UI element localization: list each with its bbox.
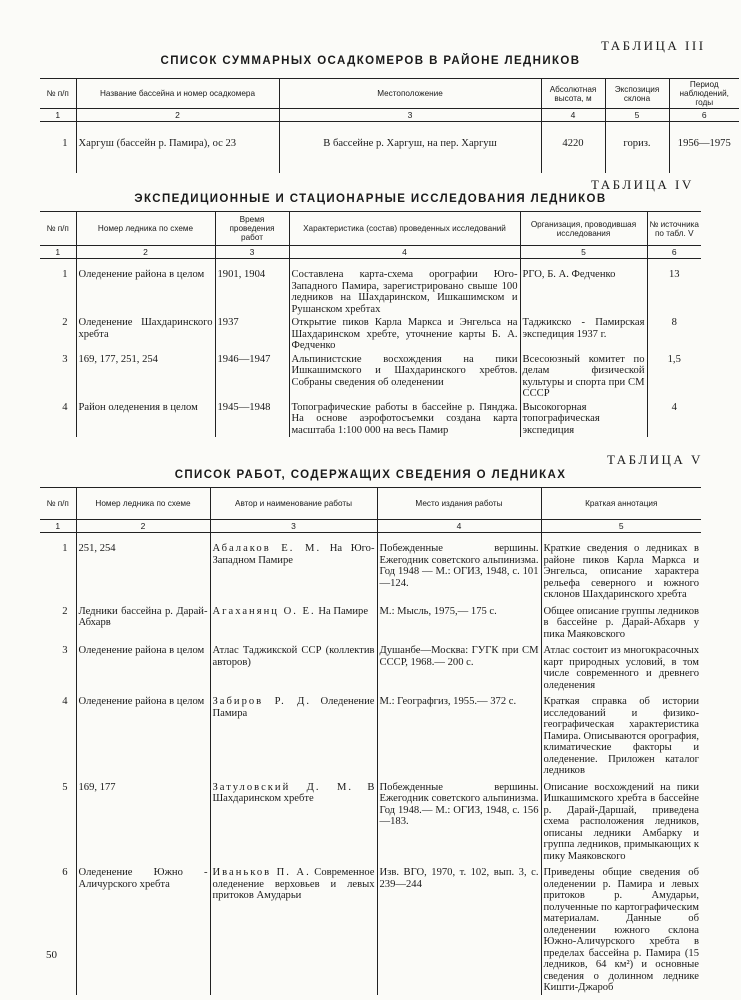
table3-header: Период наблюдений, годы: [669, 79, 739, 109]
table-row: [40, 122, 739, 174]
table3-header: Название бассейна и номер осадкомера: [76, 79, 279, 109]
cell-glacier: 169, 177, 251, 254: [76, 353, 215, 401]
table-row: [40, 863, 701, 995]
cell-publication: М.: Географгиз, 1955.— 372 с.: [377, 692, 541, 778]
cell-basin: Харгуш (бассейн р. Памира), ос 23: [76, 122, 279, 174]
cell-author-work: [210, 863, 377, 995]
cell-number: 6: [40, 863, 76, 995]
cell-number: 2: [40, 316, 76, 353]
cell-source: 13: [647, 259, 701, 317]
table3-header: № п/п: [40, 79, 76, 109]
cell-author-work: [210, 602, 377, 642]
table3-header-row: [40, 79, 739, 109]
table5-colnum: 1: [40, 520, 76, 533]
table3-colnum: 5: [605, 109, 669, 122]
table4-header: № источника по табл. V: [647, 212, 701, 246]
cell-exposure: гориз.: [605, 122, 669, 174]
cell-description: Открытие пиков Карла Маркса и Энгельса на Шахдаринском хребте, уточнение карты Б. А. Федченко: [289, 316, 520, 353]
table5-label: ТАБЛИЦА V: [607, 452, 703, 467]
table-row: [40, 316, 701, 353]
work-title: Оледенение Памира: [212, 696, 375, 719]
author-name: Абалаков Е. М.: [212, 543, 322, 554]
table3-colnum: 4: [541, 109, 605, 122]
table-row: [40, 641, 701, 692]
table4: [40, 211, 701, 437]
cell-location: В бассейне р. Харгуш, на пер. Харгуш: [279, 122, 541, 174]
cell-time: 1937: [215, 316, 289, 353]
cell-number: 4: [40, 401, 76, 438]
table4-colnum: 5: [520, 246, 647, 259]
cell-source: 8: [647, 316, 701, 353]
author-name: Забиров Р. Д.: [212, 696, 312, 707]
table5-header: Автор и наименование работы: [210, 488, 377, 520]
table4-header: Характеристика (состав) проведенных исследований: [289, 212, 520, 246]
table3-colnum: 3: [279, 109, 541, 122]
cell-number: 1: [40, 533, 76, 602]
table4-header: Время проведения работ: [215, 212, 289, 246]
cell-number: 4: [40, 692, 76, 778]
table3-label: ТАБЛИЦА III: [601, 38, 706, 53]
cell-annotation: Краткие сведения о ледниках в районе пиков Карла Маркса и Энгельса, описание характера рельефа северного и южного склонов Шахдаринского хребта: [541, 533, 701, 602]
table3-colnum: 6: [669, 109, 739, 122]
cell-time: 1945—1948: [215, 401, 289, 438]
table-row: [40, 259, 701, 317]
cell-organization: Всесоюзный комитет по делам физической культуры и спорта при СМ СССР: [520, 353, 647, 401]
cell-time: 1946—1947: [215, 353, 289, 401]
table-row: [40, 692, 701, 778]
cell-annotation: Описание восхождений на пики Ишкашимского хребта в бассейне р. Дарай-Даршай, приведена схема расположения ледников, описаны ледники Амбарку и группа ледников, примыкающих к пику Маяковского: [541, 778, 701, 864]
cell-organization: РГО, Б. А. Федченко: [520, 259, 647, 317]
cell-description: Топографические работы в бассейне р. Пянджа. На основе аэрофотосъемки создана карта масштаба 1:100 000 на весь Памир: [289, 401, 520, 438]
table5-colnum: 4: [377, 520, 541, 533]
cell-glacier: Район оледенения в целом: [76, 401, 215, 438]
table-row: [40, 401, 701, 438]
cell-glacier: Оледенение района в целом: [76, 692, 210, 778]
table4-colnum: 3: [215, 246, 289, 259]
table4-colnum: 2: [76, 246, 215, 259]
work-title: На Юго-Западном Памире: [212, 543, 375, 566]
table4-label: ТАБЛИЦА IV: [591, 177, 694, 192]
cell-organization: Высокогорная топографическая экспедиция: [520, 401, 647, 438]
cell-author-work: [210, 533, 377, 602]
cell-glacier: Оледенение Южно - Аличурского хребта: [76, 863, 210, 995]
cell-source: 1,5: [647, 353, 701, 401]
cell-annotation: Атлас состоит из многокрасочных карт природных условий, в том числе современного и древнего оледенения: [541, 641, 701, 692]
table5: [40, 487, 701, 995]
work-title: Атлас Таджикской ССР (коллектив авторов): [212, 645, 375, 668]
cell-description: Составлена карта-схема орографии Юго-Западного Памира, зарегистрировано свыше 100 ледников на Шахдаринском, Ишкашимском и Рушанском хребтах: [289, 259, 520, 317]
table-row: [40, 778, 701, 864]
cell-time: 1901, 1904: [215, 259, 289, 317]
table5-header: Краткая аннотация: [541, 488, 701, 520]
cell-annotation: Общее описание группы ледников в бассейне р. Дарай-Абхарв у пика Маяковского: [541, 602, 701, 642]
cell-number: 5: [40, 778, 76, 864]
cell-description: Альпинистские восхождения на пики Ишкашимского и Шахдаринского хребтов. Собраны сведения об оледенении: [289, 353, 520, 401]
table5-header: Место издания работы: [377, 488, 541, 520]
table5-header: № п/п: [40, 488, 76, 520]
table4-header: Номер ледника по схеме: [76, 212, 215, 246]
table-row: [40, 533, 701, 602]
cell-glacier: Оледенение района в целом: [76, 641, 210, 692]
table4-header: Организация, проводившая исследования: [520, 212, 647, 246]
table-row: [40, 353, 701, 401]
table4-header-row: [40, 212, 701, 246]
cell-glacier: Оледенение Шахдаринского хребта: [76, 316, 215, 353]
work-title: Современное оледенение верховьев и левых притоков Амударьи: [212, 867, 375, 901]
table5-colnum: 2: [76, 520, 210, 533]
cell-glacier: 251, 254: [76, 533, 210, 602]
table3-colnum: 1: [40, 109, 76, 122]
table3-header: Абсолютная высота, м: [541, 79, 605, 109]
cell-number: 2: [40, 602, 76, 642]
cell-author-work: [210, 641, 377, 692]
table5-header: Номер ледника по схеме: [76, 488, 210, 520]
cell-glacier: Ледники бассейна р. Дарай-Абхарв: [76, 602, 210, 642]
cell-annotation: Приведены общие сведения об оледенении р. Памира и левых притоков р. Амударьи, полученные по картографическим материалам. Данные об оледенении южного склона Южно-Аличурского хребта в пределах бассейна р. Памира (15 ледников, 64 км²) и основные сведения о долинном леднике Кишти-Джароб: [541, 863, 701, 995]
cell-publication: Побежденные вершины. Ежегодник советского альпинизма. Год 1948 — М.: ОГИЗ, 1948, с. 101—124.: [377, 533, 541, 602]
table-row: [40, 602, 701, 642]
table3: [40, 78, 739, 173]
table3-title: СПИСОК СУММАРНЫХ ОСАДКОМЕРОВ В РАЙОНЕ ЛЕДНИКОВ: [160, 55, 581, 67]
cell-period: 1956—1975: [669, 122, 739, 174]
author-name: Агаханянц О. Е.: [212, 605, 316, 617]
table3-header: Экспозиция склона: [605, 79, 669, 109]
table5-colnum-row: [40, 520, 701, 533]
table4-colnum-row: [40, 246, 701, 259]
cell-publication: Душанбе—Москва: ГУГК при СМ СССР, 1968.— 200 с.: [377, 641, 541, 692]
cell-glacier: 169, 177: [76, 778, 210, 864]
work-title: На Памире: [318, 605, 369, 617]
cell-publication: М.: Мысль, 1975,— 175 с.: [377, 602, 541, 642]
cell-number: 1: [40, 259, 76, 317]
cell-number: 3: [40, 641, 76, 692]
table3-header: Местоположение: [279, 79, 541, 109]
table4-colnum: 1: [40, 246, 76, 259]
author-name: Затуловский Д. М.: [212, 781, 354, 793]
cell-number: 1: [40, 122, 76, 174]
cell-source: 4: [647, 401, 701, 438]
table5-header-row: [40, 488, 701, 520]
table4-colnum: 4: [289, 246, 520, 259]
table4-title: ЭКСПЕДИЦИОННЫЕ И СТАЦИОНАРНЫЕ ИССЛЕДОВАНИЯ ЛЕДНИКОВ: [134, 193, 607, 205]
table4-colnum: 6: [647, 246, 701, 259]
cell-organization: Таджикско - Памирская экспедиция 1937 г.: [520, 316, 647, 353]
table5-colnum: 5: [541, 520, 701, 533]
page-number: 50: [46, 949, 57, 961]
cell-publication: Изв. ВГО, 1970, т. 102, вып. 3, с. 239—244: [377, 863, 541, 995]
work-title: В Шахдаринском хребте: [212, 781, 375, 804]
table3-colnum-row: [40, 109, 739, 122]
table5-title: СПИСОК РАБОТ, СОДЕРЖАЩИХ СВЕДЕНИЯ О ЛЕДНИКАХ: [174, 469, 567, 481]
cell-number: 3: [40, 353, 76, 401]
table4-header: № п/п: [40, 212, 76, 246]
table5-colnum: 3: [210, 520, 377, 533]
cell-author-work: [210, 692, 377, 778]
table3-colnum: 2: [76, 109, 279, 122]
cell-annotation: Краткая справка об истории исследований и физико-географическая характеристика Памира. Описываются орография, климатические факторы и оледенение. Приложен каталог ледников: [541, 692, 701, 778]
cell-author-work: [210, 778, 377, 864]
cell-glacier: Оледенение района в целом: [76, 259, 215, 317]
author-name: Иваньков П. А.: [212, 867, 311, 878]
cell-altitude: 4220: [541, 122, 605, 174]
cell-publication: Побежденные вершины. Ежегодник советского альпинизма. Год 1948.— М.: ОГИЗ, 1948, с. 156—183.: [377, 778, 541, 864]
